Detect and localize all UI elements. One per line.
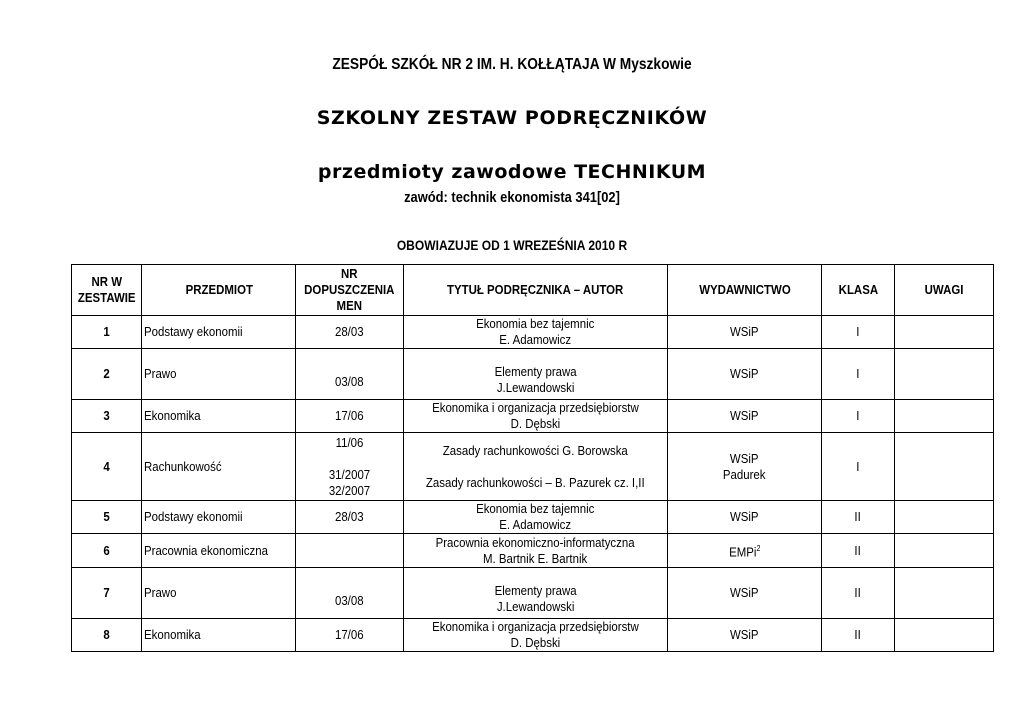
col-publisher-header: WYDAWNICTWO [668,265,822,316]
col-notes-header: UWAGI [895,265,994,316]
profession-label: zawód: technik ekonomista 341[02] [404,189,620,206]
col-class-header: KLASA [822,265,895,316]
table-header-row [72,265,994,316]
col-subject-header: PRZEDMIOT [142,265,296,316]
document-subtitle: przedmioty zawodowe TECHNIKUM [317,161,707,183]
table-row: 4 Rachunkowość 11/06 31/2007 32/2007 Zasady rachunkowości G. Borowska Zasady rachunkowości – B. Pazurek cz. I,II WSiP Padurek I [72,433,994,501]
table-row: 3 Ekonomika 17/06 Ekonomika i organizacja przedsiębiorstw D. Dębski WSiP I [72,400,994,433]
col-men-header: NR DOPUSZCZENIA MEN [296,265,404,316]
textbook-table [71,264,994,652]
col-book-header: TYTUŁ PODRĘCZNIKA – AUTOR [404,265,668,316]
table-row: 1 Podstawy ekonomii 28/03 Ekonomia bez tajemnic E. Adamowicz WSiP I [72,316,994,349]
document-title: SZKOLNY ZESTAW PODRĘCZNIKÓW [316,107,708,129]
table-row: 8 Ekonomika 17/06 Ekonomika i organizacja przedsiębiorstw D. Dębski WSiP II [72,619,994,652]
table-row: 5 Podstawy ekonomii 28/03 Ekonomia bez tajemnic E. Adamowicz WSiP II [72,501,994,534]
school-name: ZESPÓŁ SZKÓŁ NR 2 IM. H. KOŁŁĄTAJA W Myszkowie [332,56,692,73]
col-nr-header: NR W ZESTAWIE [72,265,142,316]
valid-from-label: OBOWIAZUJE OD 1 WREZEŚNIA 2010 R [396,237,628,253]
table-row: 7 Prawo 03/08 Elementy prawa J.Lewandowski WSiP II [72,568,994,619]
table-row: 2 Prawo 03/08 Elementy prawa J.Lewandowski WSiP I [72,349,994,400]
table-row: 6 Pracownia ekonomiczna Pracownia ekonomiczno-informatyczna M. Bartnik E. Bartnik EMPi$^2$ II [72,534,994,568]
